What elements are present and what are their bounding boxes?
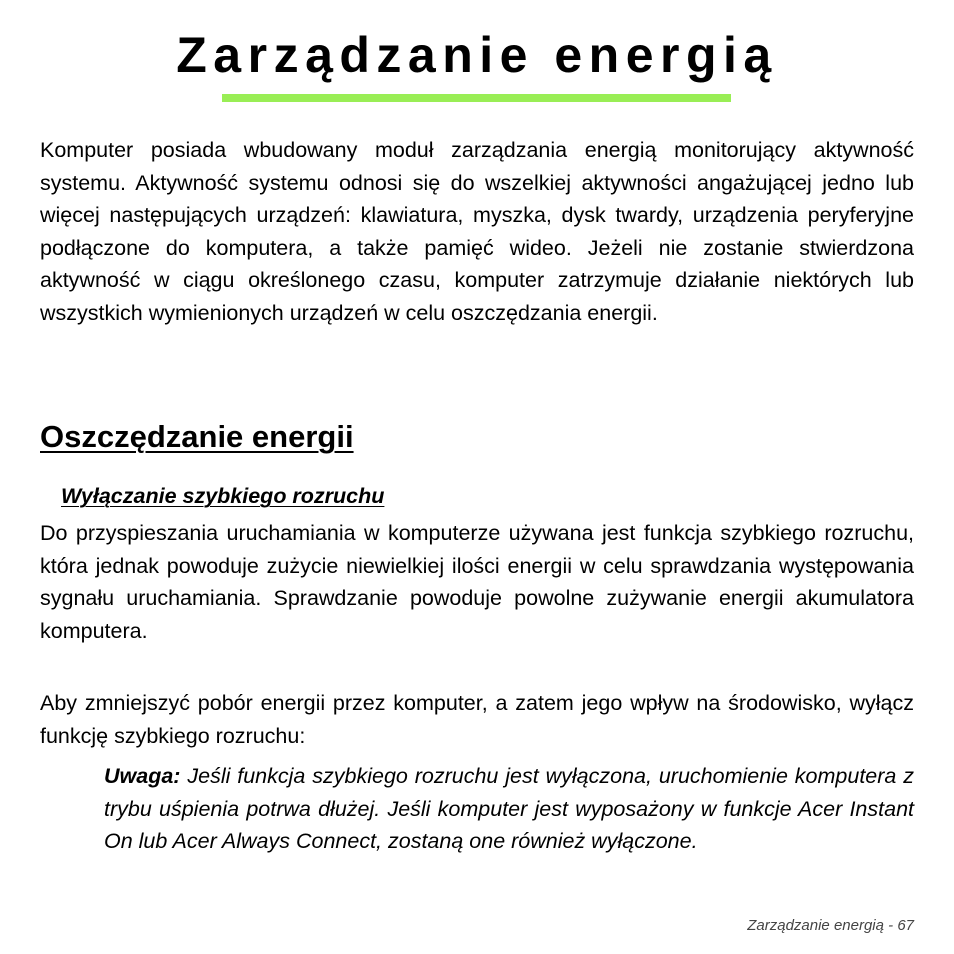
intro-paragraph: Komputer posiada wbudowany moduł zarządzania energią monitorujący aktywność systemu. Aktywność systemu odnosi się do wszelkiej aktywności angażującej jedno lub więcej następujących urządzeń: klawiatura, myszka, dysk twardy, urządzenia peryferyjne podłączone do komputera, a także pamięć wideo. Jeżeli nie zostanie stwierdzona aktywność w ciągu określonego czasu, komputer zatrzymuje działanie niektórych lub wszystkich wymienionych urządzeń w celu oszczędzania energii.	[40, 138, 914, 325]
section-heading: Oszczędzanie energii	[40, 419, 354, 454]
title-underline-bar	[222, 94, 731, 102]
body-paragraph-2: Aby zmniejszyć pobór energii przez komputer, a zatem jego wpływ na środowisko, wyłącz funkcję szybkiego rozruchu:	[40, 691, 914, 748]
page-title: Zarządzanie energią	[176, 27, 778, 83]
note-text: Jeśli funkcja szybkiego rozruchu jest wyłączona, uruchomienie komputera z trybu uśpienia potrwa dłużej. Jeśli komputer jest wyposażony w funkcje Acer Instant On lub Acer Always Connect, zostaną one również wyłączone.	[104, 764, 914, 854]
subsection-heading: Wyłączanie szybkiego rozruchu	[61, 484, 385, 508]
body-paragraph-1: Do przyspieszania uruchamiania w komputerze używana jest funkcja szybkiego rozruchu, która jednak powoduje zużycie niewielkiej ilości energii w celu sprawdzania występowania sygnału uruchamiania. Sprawdzanie powoduje powolne zużywanie energii akumulatora komputera.	[40, 521, 914, 643]
page-footer: Zarządzanie energią - 67	[747, 917, 914, 934]
note-block	[104, 760, 914, 858]
note-label: Uwaga:	[104, 764, 181, 788]
